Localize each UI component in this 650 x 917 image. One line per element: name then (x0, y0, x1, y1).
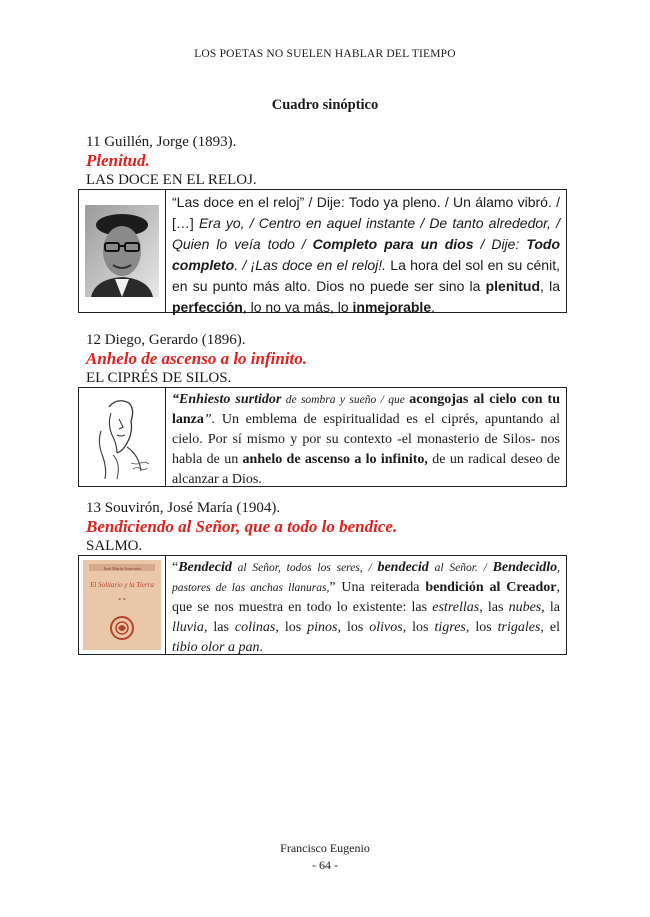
svg-text:José María Souvirón: José María Souvirón (103, 566, 141, 571)
entry-theme: Bendiciendo al Señor, que a todo lo bendice. (86, 517, 398, 536)
portrait-photo-guillen (79, 190, 166, 312)
entry-guillen (86, 133, 574, 313)
svg-text:El Solitario y la Tierra: El Solitario y la Tierra (90, 581, 154, 589)
page-title: Cuadro sinóptico (271, 97, 379, 113)
entry-souviron (86, 499, 574, 655)
portrait-diego-sketch (87, 393, 157, 481)
entry-text: “Bendecid al Señor, todos los seres, / bendecid al Señor. / Bendecidlo, pastores de las anchas llanuras,” Una reiterada bendición al Creador, que se nos muestra en todo lo existente: las estrellas, las nubes, la lluvia, las colinas, los pinos, los olivos, los tigres, los trigales, el tibio olor a pan. (172, 560, 561, 655)
entry-work-title: LAS DOCE EN EL RELOJ. (86, 172, 257, 188)
svg-text:* *: * * (118, 598, 126, 604)
entry-theme: Plenitud. (86, 151, 150, 170)
entry-work-title: SALMO. (86, 538, 143, 554)
entry-text: “Enhiesto surtidor de sombra y sueño / que acongojas al cielo con tu lanza”. Un emblema de espiritualidad es el ciprés, apuntando al cielo. Por sí mismo y por su contexto -el monasterio de Silos- nos habla de un anhelo de ascenso a lo infinito, de un radical deseo de alcanzar a Dios. (172, 392, 561, 487)
entry-box (78, 387, 567, 487)
entry-work-title: EL CIPRÉS DE SILOS. (86, 370, 232, 386)
entry-theme: Anhelo de ascenso a lo infinito. (86, 349, 308, 368)
running-header: LOS POETAS NO SUELEN HABLAR DEL TIEMPO (194, 48, 456, 60)
portrait-sketch-diego (79, 388, 166, 486)
entry-box (78, 189, 567, 313)
entry-text: “Las doce en el reloj” / Dije: Todo ya pleno. / Un álamo vibró. / […] Era yo, / Centro en aquel instante / De tanto alrededor, / Quien lo veía todo / Completo para un dios / Dije: Todo completo. / ¡Las doce en el reloj!. La hora del sol en su cénit, en su punto más alto. Dios no puede ser sino la plenitud, la perfección, lo no va más, lo inmejorable. (172, 194, 560, 315)
book-cover-image (83, 560, 161, 650)
entry-diego (86, 331, 574, 487)
portrait-guillen-image (85, 205, 159, 297)
book-cover (79, 556, 166, 654)
page-number: - 64 - (312, 858, 338, 872)
footer-author: Francisco Eugenio (280, 841, 370, 855)
entry-author: 11 Guillén, Jorge (1893). (86, 134, 237, 150)
entry-author: 12 Diego, Gerardo (1896). (86, 332, 246, 348)
entry-author: 13 Souvirón, José María (1904). (86, 500, 281, 516)
entry-box (78, 555, 567, 655)
